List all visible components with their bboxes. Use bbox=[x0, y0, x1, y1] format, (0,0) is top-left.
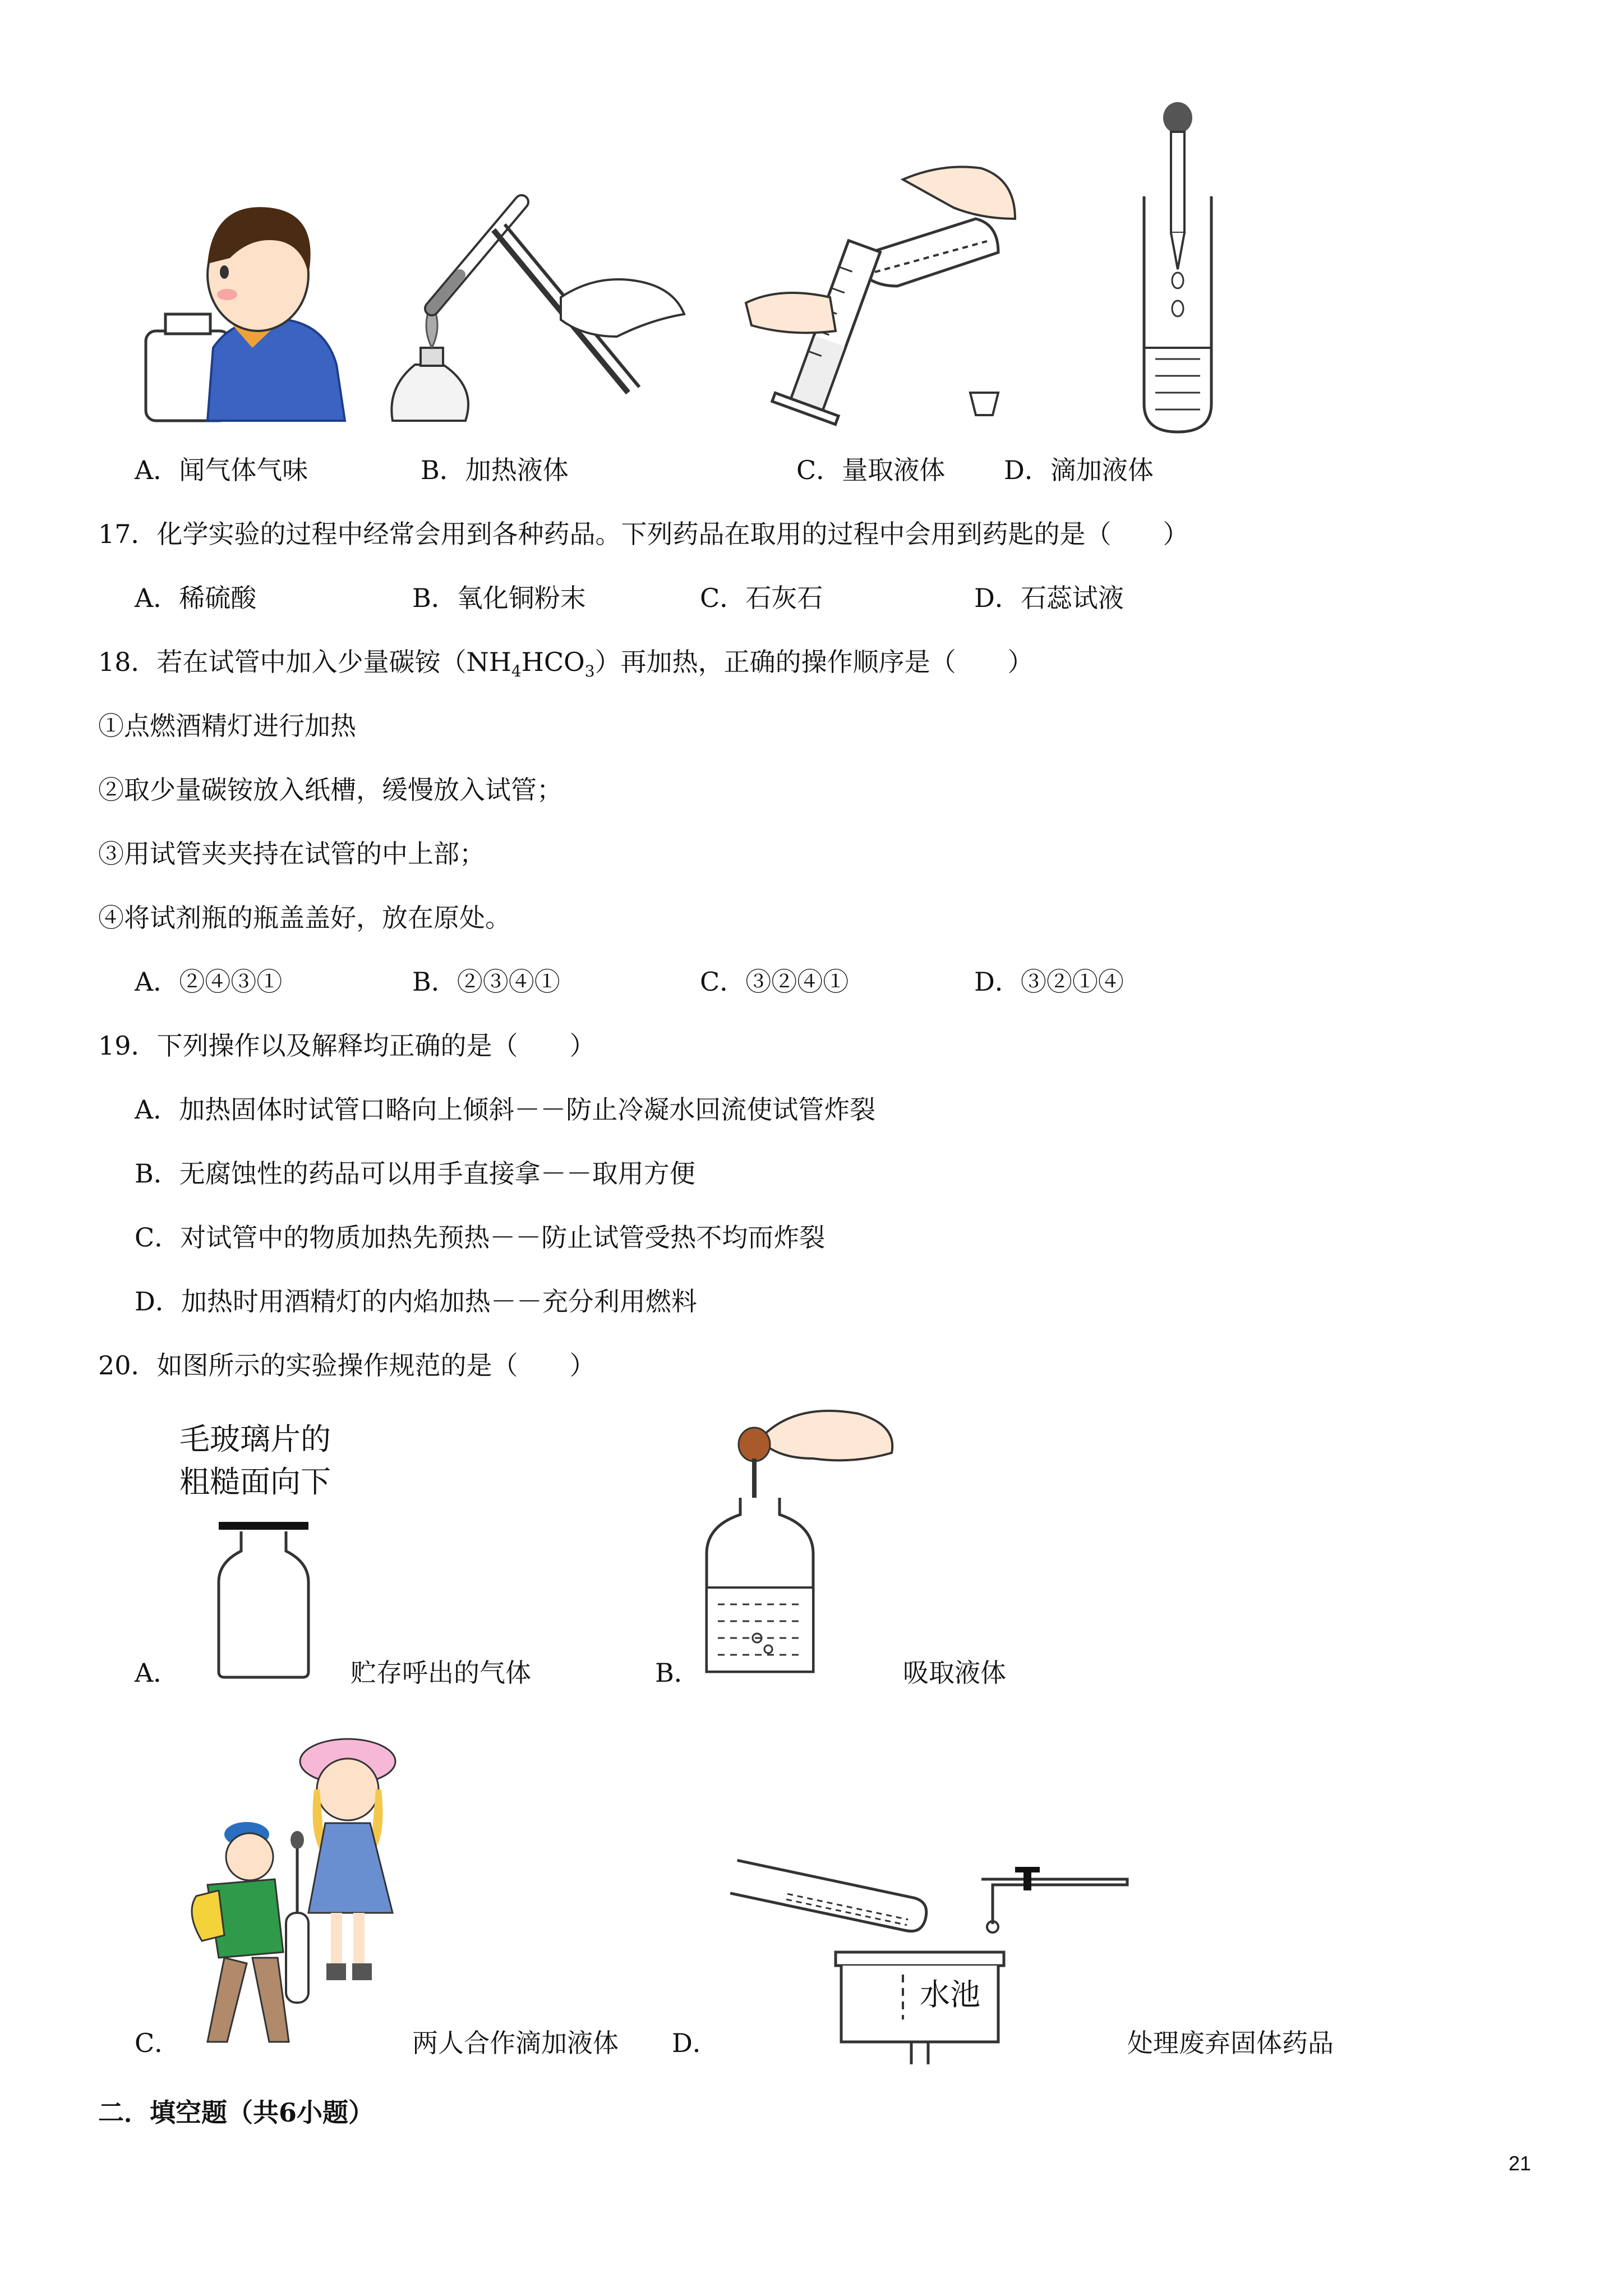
q20-option-b-letter: B． bbox=[655, 1658, 700, 1688]
drop-liquid-figure bbox=[1133, 101, 1223, 438]
gas-bottle-figure bbox=[213, 1515, 325, 1683]
q18-step-4: ④将试剂瓶的瓶盖盖好，放在原处。 bbox=[98, 903, 511, 933]
heat-liquid-figure bbox=[381, 185, 695, 426]
q20-option-c-text: 两人合作滴加液体 bbox=[412, 2028, 619, 2058]
q20-stem: 20．如图所示的实验操作规范的是（ ） bbox=[98, 1350, 596, 1381]
q20-fig-d-label: 水池 bbox=[920, 1978, 980, 2012]
q18-step-1: ①点燃酒精灯进行加热 bbox=[98, 711, 356, 741]
q19-option-b: B．无腐蚀性的药品可以用手直接拿－－取用方便 bbox=[135, 1158, 695, 1189]
q17-option-b: B．氧化铜粉末 bbox=[412, 583, 586, 613]
q19-option-a: A．加热固体时试管口略向上倾斜－－防止冷凝水回流使试管炸裂 bbox=[135, 1094, 876, 1125]
q18-option-d: D．③②①④ bbox=[974, 967, 1124, 997]
q20-option-a-letter: A． bbox=[135, 1658, 179, 1688]
sink-figure bbox=[723, 1851, 1138, 2064]
q19-option-d: D．加热时用酒精灯的内焰加热－－充分利用燃料 bbox=[135, 1286, 697, 1317]
q20-option-a-text: 贮存呼出的气体 bbox=[351, 1658, 531, 1688]
q20-option-d-letter: D． bbox=[672, 2028, 718, 2058]
q18-option-b: B．②③④① bbox=[412, 967, 560, 997]
measure-liquid-figure bbox=[735, 157, 1026, 432]
q20-fig-a-label-1: 毛玻璃片的 bbox=[179, 1423, 331, 1456]
smell-gas-figure bbox=[140, 180, 353, 426]
q20-option-c-letter: C． bbox=[135, 2028, 181, 2058]
q16-option-c: C．量取液体 bbox=[796, 455, 946, 485]
q18-stem: 18．若在试管中加入少量碳铵$(NH_4HCO_3)$再加热，正确的操作顺序是（ ） bbox=[98, 647, 1034, 681]
q18-step-3: ③用试管夹夹持在试管的中上部； bbox=[98, 839, 485, 869]
q20-option-b-text: 吸取液体 bbox=[903, 1658, 1006, 1688]
page-number: 21 bbox=[1509, 2152, 1532, 2175]
q18-option-a: A．②④③① bbox=[135, 967, 283, 997]
q18-step-2: ②取少量碳铵放入纸槽，缓慢放入试管； bbox=[98, 775, 562, 805]
q16-option-a: A．闻气体气味 bbox=[135, 455, 308, 485]
q18-option-c: C．③②④① bbox=[700, 967, 849, 997]
q17-option-a: A．稀硫酸 bbox=[135, 583, 257, 613]
q19-stem: 19．下列操作以及解释均正确的是（ ） bbox=[98, 1030, 596, 1061]
q20-fig-a-label-2: 粗糙面向下 bbox=[179, 1465, 331, 1499]
q17-option-c: C．石灰石 bbox=[700, 583, 823, 613]
dropper-bottle-figure bbox=[701, 1402, 903, 1683]
q17-option-d: D．石蕊试液 bbox=[974, 583, 1124, 613]
section-2-heading: 二．填空题（共6小题） bbox=[98, 2097, 375, 2128]
q16-option-b: B．加热液体 bbox=[421, 455, 569, 485]
q16-option-d: D．滴加液体 bbox=[1004, 455, 1154, 485]
q17-stem: 17．化学实验的过程中经常会用到各种药品。下列药品在取用的过程中会用到药匙的是（ ） bbox=[98, 519, 1189, 549]
two-kids-figure bbox=[185, 1728, 409, 2053]
q19-option-c: C．对试管中的物质加热先预热－－防止试管受热不均而炸裂 bbox=[135, 1222, 826, 1253]
q20-option-d-text: 处理废弃固体药品 bbox=[1127, 2028, 1334, 2058]
